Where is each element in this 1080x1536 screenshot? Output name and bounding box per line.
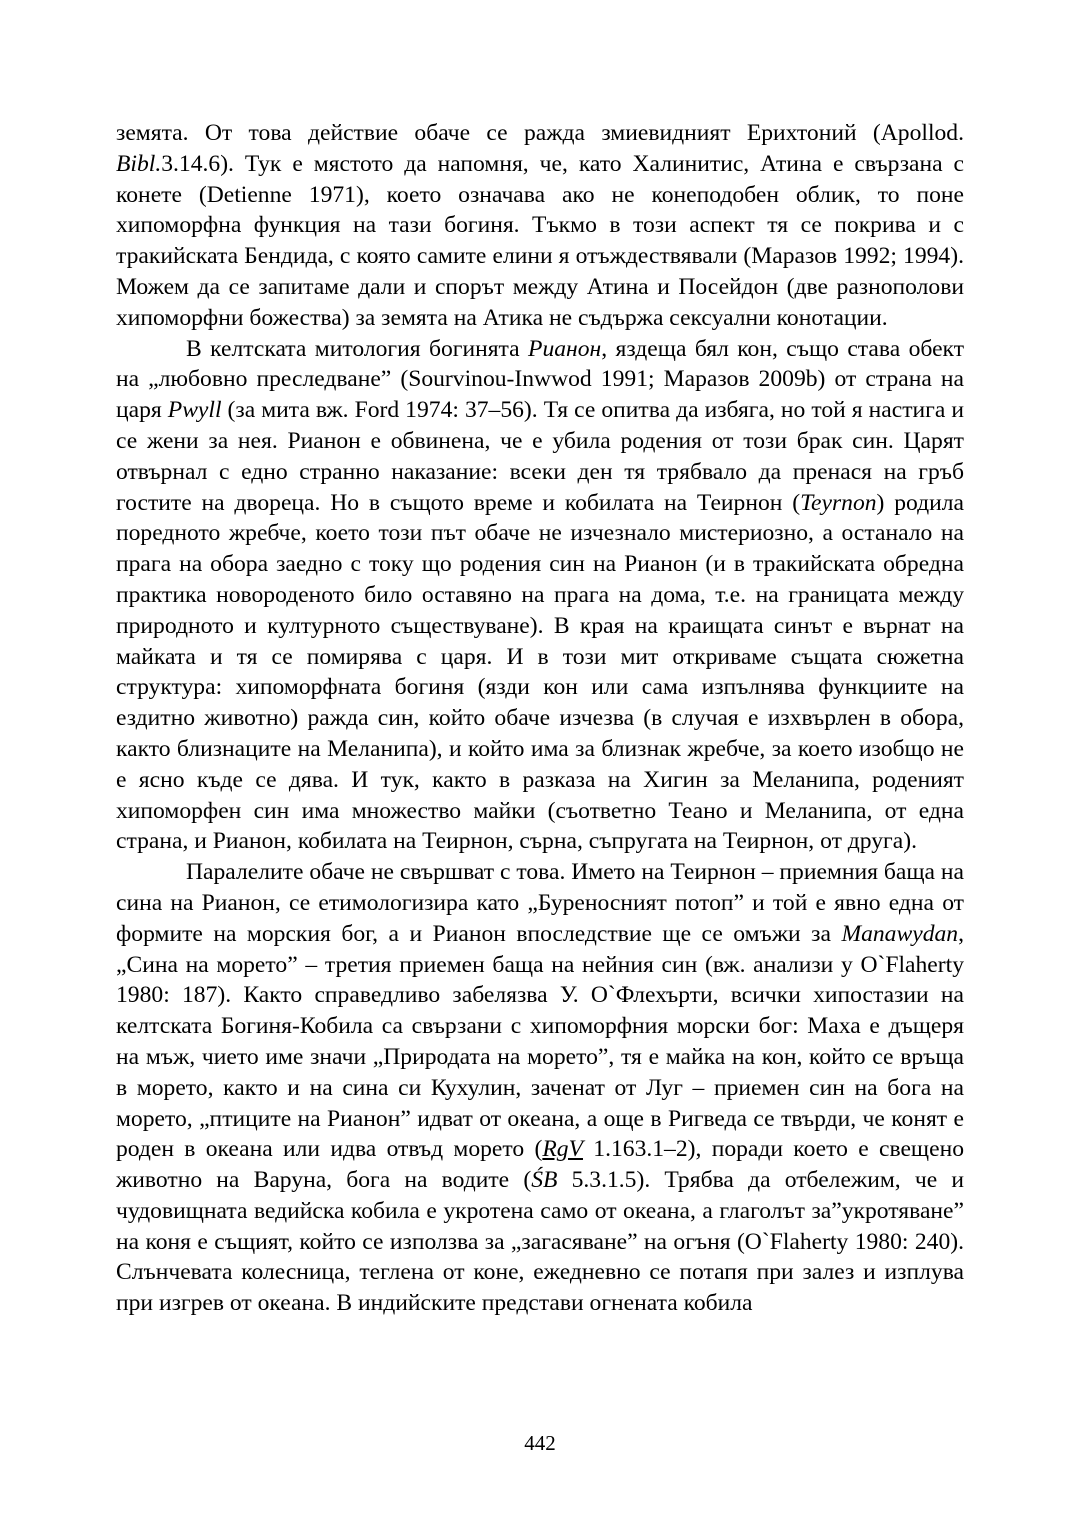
italic-term: Рианон [528,335,602,362]
italic-term: Manawydan [841,920,959,947]
text-run: , „Сина на морето” – третия приемен баща на нейния син (вж. анализи у O`Flaherty 1980: 187). Както справедливо забелязва У. О`Флехърти, всички хипостазии на келтската Богиня-Кобила са свързани с хипоморфния морски бог: Маха е дъщеря на мъж, чието име значи „Природата на морето”, тя е майка на кон, който се връща в морето, както и на сина си Кухулин, заченат от Луг – приемен син на бога на морето, „птиците на Рианон” идват от океана, а още в Ригведа се твърди, че конят е роден в океана или идва отвъд морето ( [116,920,964,1163]
text-run: , яздеща бял кон, също става обект на „любовно преследване” (Sourvinou-Inwwod 1991; Маразов 2009b) от страна на царя [116,335,965,424]
page-number: 442 [524,1431,556,1455]
text-run: В келтската митология богинята [186,335,529,362]
italic-term: RgV [542,1136,583,1163]
text-run: ) родила поредното жребче, което този път обаче не изчезнало мистериозно, а останало на прага на обора заедно с току що родения син на Рианон (и в тракийската обредна практика новороденото било оставяно на прага на дома, т.е. на границата между природното и културното съществуване). В края на краищата синът е върнат на майката и тя се помирява с царя. И в този мит откриваме същата сюжетна структура: хипоморфната богиня (язди кон или сама изпълнява функциите на ездитно животно) ражда син, който обаче изчезва (в случая е изхвърлен в обора, както близнаците на Меланипа), и който има за близнак жребче, за което изобщо не е ясно къде се дява. И тук, както в разказа на Хигин за Меланипа, роденият хипоморфен син има множество майки (съответно Теано и Меланипа, от една страна, и Рианон, кобилата на Теирнон, сърна, съпругата на Теирнон, от друга). [116,489,965,855]
paragraph-2 [116,334,964,858]
paragraph-3 [116,857,964,1319]
text-run: 1.163.1–2), поради което е свещено животно на Варуна, бога на водите ( [116,1136,964,1194]
text-run: земята. От това действие обаче се ражда змиевидният Ерихтоний (Apollod. [116,120,964,146]
italic-term: Bibl. [116,150,162,177]
text-run: (за мита вж. Ford 1974: 37–56). Тя се опитва да избяга, но той я настига и се жени за нея. Рианон е обвинена, че е убила родения от този брак син. Царят отвърнал с едно странно наказание: всеки ден тя трябвало да пренася на гръб гостите на двореца. Но в същото време и кобилата на Теирнон ( [116,397,964,516]
document-body [116,118,964,1319]
text-run: 5.3.1.5). Трябва да отбележим, че и чудовищната ведийска кобила е укротена само от океана, а глаголът за”укротяване” на коня е същият, който се използва за „загасяване” на огъня (O`Flaherty 1980: 240). Слънчевата колесница, теглена от коне, ежедневно се потапя при залез и изплува при изгрев от океана. В индийските представи огнената кобила [116,1167,964,1317]
text-run: 3.14.6). Тук е мястото да напомня, че, като Халинитис, Атина е свързана с конете (Detienne 1971), което означава ако не конеподобен облик, то поне хипоморфна функция на тази богиня. Тъкмо в този аспект тя се покрива и с тракийската Бендида, с която самите елини я отъждествявали (Маразов 1992; 1994). Можем да се запитаме дали и спорът между Атина и Посейдон (две разнополови хипоморфни божества) за земята на Атика не съдържа сексуални конотации. [116,150,964,331]
italic-term: Teyrnon [800,489,877,516]
italic-term: ŚB [531,1167,558,1194]
text-run: Паралелите обаче не свършват с това. Името на Теирнон – приемния баща на сина на Рианон, се етимологизира като „Буреносният потоп” и той е явно една от формите на морския бог, а и Рианон впоследствие ще се омъжи за [116,859,964,947]
italic-term: Pwyll [167,397,222,424]
paragraph-1 [116,118,964,334]
